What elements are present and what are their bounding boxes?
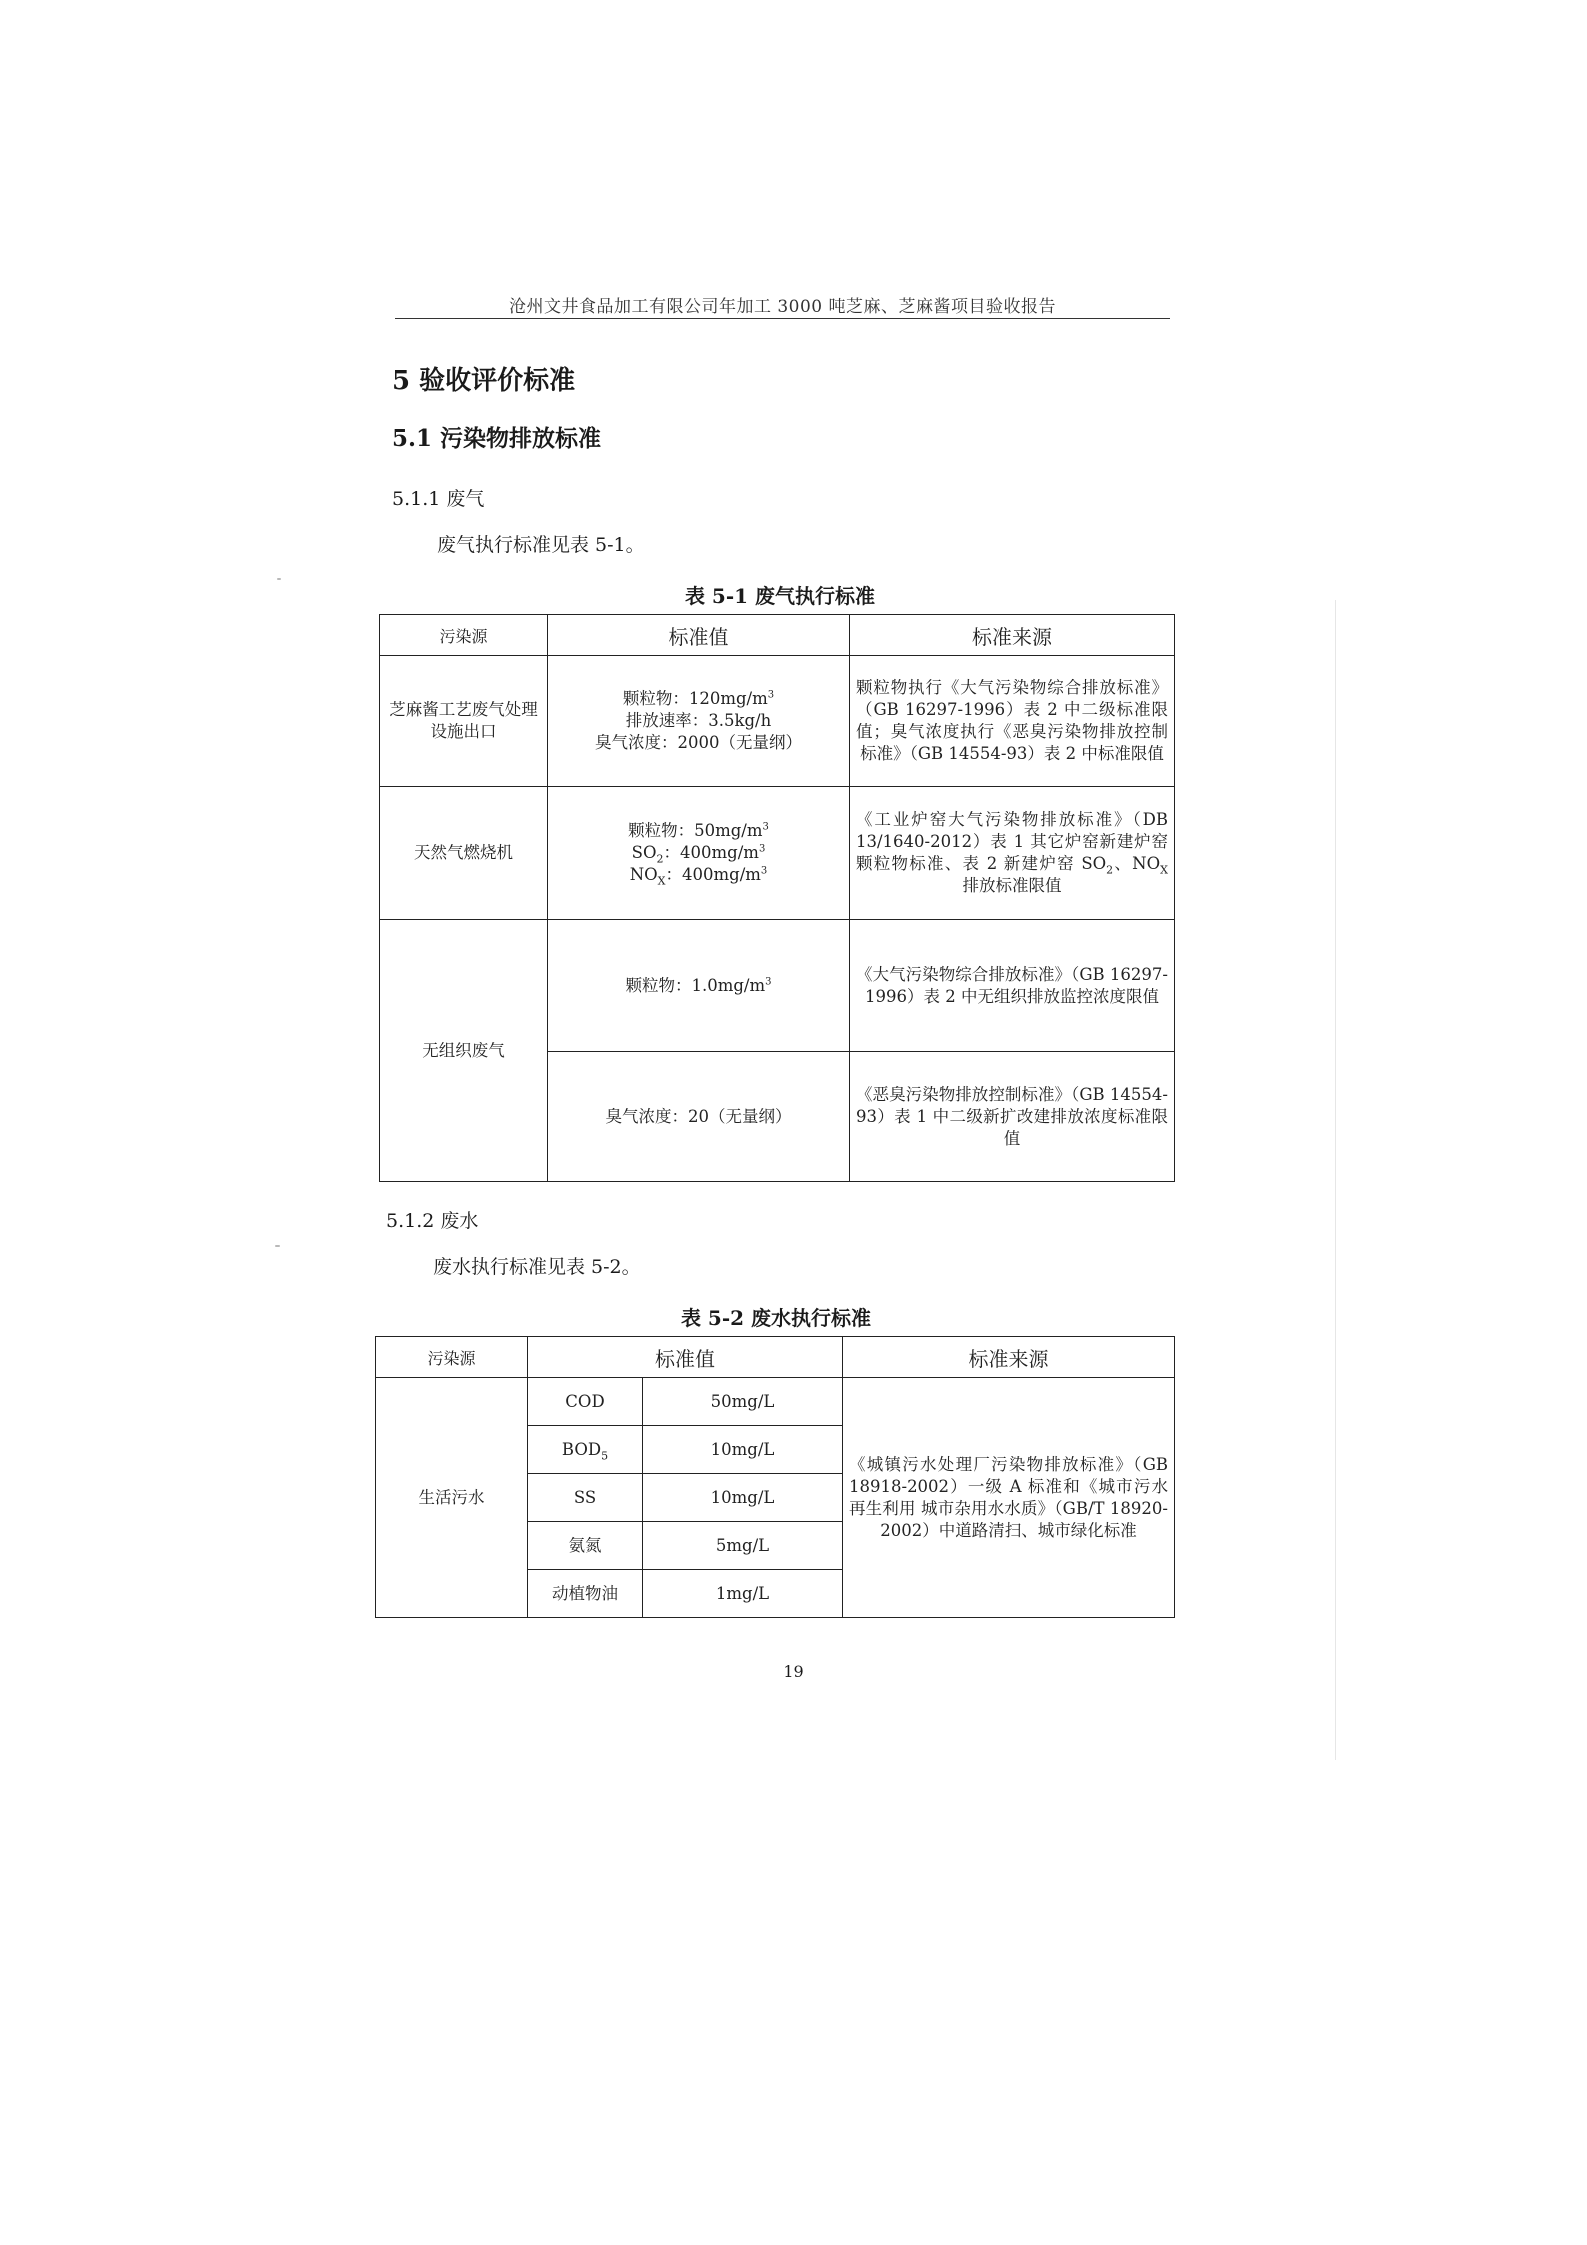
standard-value: 颗粒物：$1.0mg/m^3$ — [548, 920, 850, 1052]
page-number: 19 — [783, 1662, 804, 1681]
standard-value: 臭气浓度：20（无量纲） — [548, 1052, 850, 1182]
header-rule — [395, 318, 1170, 319]
standard-source: 颗粒物执行《大气污染物综合排放标准》（GB 16297-1996）表 2 中二级标准限值；臭气浓度执行《恶臭污染物排放控制标准》（GB 14554-93）表 2 中标准限值 — [850, 656, 1175, 787]
table-row — [380, 787, 1175, 920]
table-header-row — [376, 1337, 1175, 1378]
gas-standards-table — [379, 614, 1175, 1182]
pollutant-name: 动植物油 — [528, 1570, 643, 1618]
scan-speck — [277, 578, 281, 580]
pollutant-limit: 5mg/L — [643, 1522, 843, 1570]
table-row — [380, 920, 1175, 1052]
water-heading: 5.1.2 废水 — [386, 1210, 479, 1232]
standard-source: 《工业炉窑大气污染物排放标准》（DB 13/1640-2012）表 1 其它炉窑新建炉窑颗粒物标准、表 2 新建炉窑 $SO_2$、$NO_X$ 排放标准限值 — [850, 787, 1175, 920]
standard-value — [548, 787, 850, 920]
value-line: $NO_X$：$400mg/m^3$ — [629, 865, 768, 888]
water-table-caption: 表 5-2 废水执行标准 — [680, 1306, 872, 1330]
standard-source: 《恶臭污染物排放控制标准》（GB 14554-93）表 1 中二级新扩改建排放浓度标准限值 — [850, 1052, 1175, 1182]
standard-value — [548, 656, 850, 787]
scan-speck — [275, 1245, 280, 1247]
column-header: 标准来源 — [850, 615, 1175, 656]
table-row — [376, 1378, 1175, 1426]
table-header-row — [380, 615, 1175, 656]
water-intro: 废水执行标准见表 5-2。 — [433, 1256, 641, 1278]
pollutant-name: 氨氮 — [528, 1522, 643, 1570]
pollution-source: 无组织废气 — [380, 920, 548, 1182]
value-line: 颗粒物：$120mg/m^3$ — [622, 689, 775, 708]
scan-edge-line — [1335, 600, 1336, 1760]
pollutant-name: SS — [528, 1474, 643, 1522]
value-line: 臭气浓度：2000（无量纲） — [595, 733, 802, 752]
value-line: $SO_2$：$400mg/m^3$ — [631, 843, 766, 866]
subsection-title: 5.1 污染物排放标准 — [392, 425, 602, 452]
pollutant-name: $BOD_5$ — [528, 1426, 643, 1474]
pollutant-limit: 1mg/L — [643, 1570, 843, 1618]
gas-table-caption: 表 5-1 废气执行标准 — [684, 584, 876, 608]
gas-heading: 5.1.1 废气 — [392, 488, 485, 510]
table-row — [380, 656, 1175, 787]
pollutant-name: COD — [528, 1378, 643, 1426]
gas-intro: 废气执行标准见表 5-1。 — [437, 534, 645, 556]
column-header: 污染源 — [380, 615, 548, 656]
section-title: 5 验收评价标准 — [392, 366, 576, 396]
column-header: 污染源 — [376, 1337, 528, 1378]
column-header: 标准值 — [548, 615, 850, 656]
running-header: 沧州文井食品加工有限公司年加工 3000 吨芝麻、芝麻酱项目验收报告 — [508, 297, 1057, 317]
pollution-source: 生活污水 — [376, 1378, 528, 1618]
pollution-source: 天然气燃烧机 — [380, 787, 548, 920]
value-line: 排放速率：3.5kg/h — [625, 711, 772, 730]
standard-source: 《城镇污水处理厂污染物排放标准》（GB 18918-2002）一级 A 标准和《城市污水再生利用 城市杂用水水质》（GB/T 18920-2002）中道路清扫、城市绿化标准 — [843, 1378, 1175, 1618]
standard-source: 《大气污染物综合排放标准》（GB 16297-1996）表 2 中无组织排放监控浓度限值 — [850, 920, 1175, 1052]
value-line: 颗粒物：$50mg/m^3$ — [628, 821, 769, 840]
water-standards-table — [375, 1336, 1175, 1618]
column-header: 标准值 — [528, 1337, 843, 1378]
pollution-source: 芝麻酱工艺废气处理设施出口 — [380, 656, 548, 787]
pollutant-limit: 10mg/L — [643, 1474, 843, 1522]
pollutant-limit: 50mg/L — [643, 1378, 843, 1426]
pollutant-limit: 10mg/L — [643, 1426, 843, 1474]
column-header: 标准来源 — [843, 1337, 1175, 1378]
